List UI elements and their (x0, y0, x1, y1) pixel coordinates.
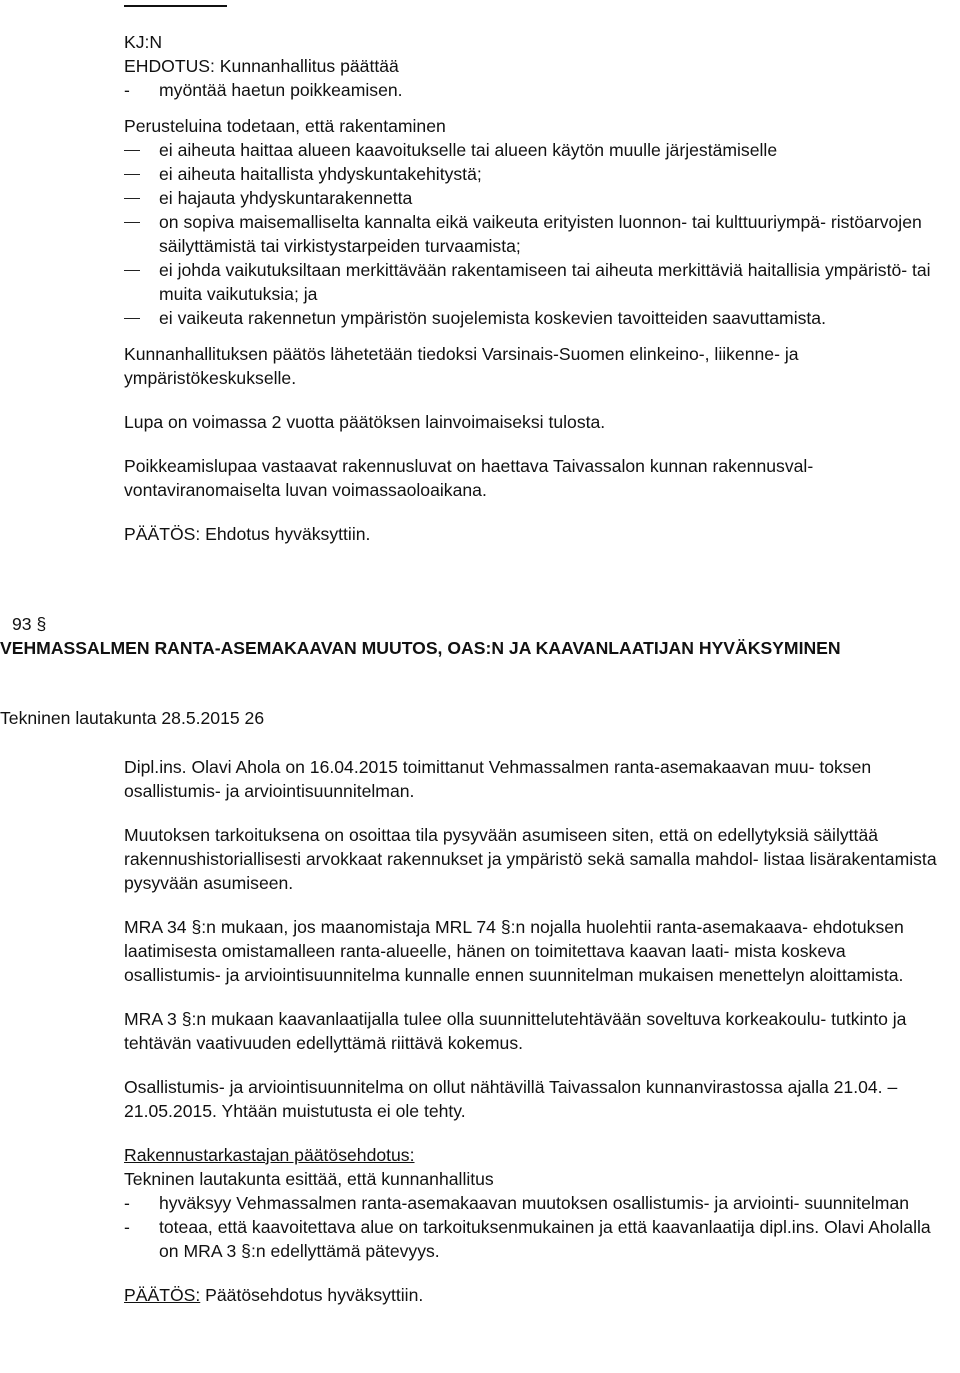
list-item: ei johda vaikutuksiltaan merkittävään rakentamiseen tai aiheuta merkittäviä haitallisia ympäristö- tai muita vaikutuksia; ja (124, 258, 944, 306)
list-item: - toteaa, että kaavoitettava alue on tarkoituksenmukainen ja että kaavanlaatija dipl.ins. Olavi Aholalla on MRA 3 §:n edellyttämä pätevyys. (124, 1217, 931, 1261)
kjn-label: KJ:N (124, 32, 163, 52)
dash-bullet (124, 150, 140, 151)
dash-bullet (124, 222, 140, 223)
meeting-line: Tekninen lautakunta 28.5.2015 26 (0, 708, 265, 728)
proposal-heading: Rakennustarkastajan päätösehdotus: (124, 1145, 415, 1165)
list-item: ei aiheuta haittaa alueen kaavoitukselle tai alueen käytön muulle järjestämiselle (124, 138, 944, 162)
section-number: 93 § (12, 614, 47, 634)
list-item: on sopiva maisemalliselta kannalta eikä vaikeuta erityisten luonnon- tai kulttuuriympä- ristöarvojen säilyttämistä tai virkistystarpeiden turvaamista; (124, 210, 944, 258)
proposal-intro: Tekninen lautakunta esittää, että kunnanhallitus (124, 1169, 494, 1189)
section-title: VEHMASSALMEN RANTA-ASEMAKAAVAN MUUTOS, OAS:N JA KAAVANLAATIJAN HYVÄKSYMINEN (0, 638, 841, 658)
top-rule (124, 5, 227, 7)
previous-item-body (124, 30, 944, 546)
lupa-paragraph: Lupa on voimassa 2 vuotta päätöksen lainvoimaiseksi tulosta. (124, 412, 606, 432)
section-symbol: § (500, 917, 511, 937)
proposal-list (124, 1191, 944, 1263)
ehdotus-line: EHDOTUS: Kunnanhallitus päättää (124, 56, 399, 76)
paragraph-submission: Dipl.ins. Olavi Ahola on 16.04.2015 toimittanut Vehmassalmen ranta-asemakaavan muu- toksen osallistumis- ja arviointisuunnitelman. (124, 757, 872, 801)
perustelu-list (124, 138, 944, 330)
dash-bullet (124, 174, 140, 175)
dash-bullet (124, 318, 140, 319)
previous-decision: PÄÄTÖS: Ehdotus hyväksyttiin. (124, 524, 371, 544)
dash-bullet (124, 270, 140, 271)
list-item: - myöntää haetun poikkeamisen. (124, 80, 403, 100)
list-item: - hyväksyy Vehmassalmen ranta-asemakaavan muutoksen osallistumis- ja arviointi- suunnitelman (124, 1193, 910, 1213)
poikkeamis-paragraph: Poikkeamislupaa vastaavat rakennusluvat on haettava Taivassalon kunnan rakennusval- vontaviranomaiselta luvan voimassaoloaikana. (124, 456, 814, 500)
section-symbol: § (36, 614, 47, 634)
dash-bullet (124, 198, 140, 199)
section-body (124, 755, 944, 1307)
section-symbol: § (191, 917, 202, 937)
section-symbol: § (241, 1241, 251, 1261)
paragraph-mra34: MRA 34 §:n mukaan, jos maanomistaja MRL 74 §:n nojalla huolehtii ranta-asemakaava- ehdotuksen laatimisesta omistamalleen ranta-alueelle, hänen on toimitettava kaavan laati- mista koskeva osallistumis- ja arviointisuunnitelma kunnalle ennen suunnitelman mukaisen menettelyn aloittamista. (124, 917, 904, 985)
paragraph-purpose: Muutoksen tarkoituksena on osoittaa tila pysyvään asumiseen siten, että on edellytyksiä säilyttää rakennushistoriallisesti arvokkaat rakennukset ja ympäristö sekä samalla mahdol- listaa lisärakentamista pysyvään asumiseen. (124, 825, 937, 893)
list-item: ei hajauta yhdyskuntarakennetta (124, 186, 944, 210)
final-decision: PÄÄTÖS: Päätösehdotus hyväksyttiin. (124, 1285, 424, 1305)
perustelu-intro: Perusteluina todetaan, että rakentaminen (124, 116, 446, 136)
ehdotus-list (124, 78, 944, 102)
list-item: ei aiheuta haitallista yhdyskuntakehitystä; (124, 162, 944, 186)
paragraph-mra3: MRA 3 §:n mukaan kaavanlaatijalla tulee olla suunnittelutehtävään soveltuva korkeakoulu- tutkinto ja tehtävän vaativuuden edellyttämä riittävä kokemus. (124, 1009, 907, 1053)
paragraph-display: Osallistumis- ja arviointisuunnitelma on ollut nähtävillä Taivassalon kunnanvirastossa ajalla 21.04. – 21.05.2015. Yhtään muistutusta ei ole tehty. (124, 1077, 898, 1121)
list-item: ei vaikeuta rakennetun ympäristön suojelemista koskevien tavoitteiden saavuttamista. (124, 306, 944, 330)
lahetys-paragraph: Kunnanhallituksen päätös lähetetään tiedoksi Varsinais-Suomen elinkeino-, liikenne- ja ympäristökeskukselle. (124, 344, 799, 388)
section-symbol: § (181, 1009, 192, 1029)
